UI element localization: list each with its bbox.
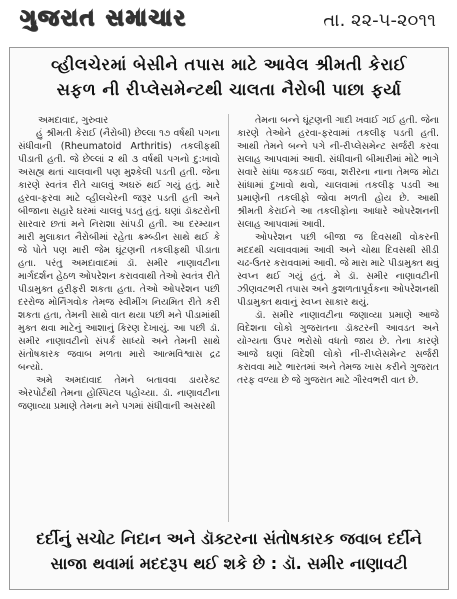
article-footer-quote (16, 526, 442, 576)
newspaper-logo: ગુજરાત સમાચાર (20, 6, 187, 31)
paragraph: ડૉ. સમીર નાણાવટીના જણાવ્યા પ્રમાણે આજે વિદેશના લોકો ગુજરાતના ડૉક્ટરની આવડત અને યોગ્યતા ઉપર ભરોસો વધતો જાય છે. તેના કારણે આજે ઘણાં વિદેશી લોકો ની-રીપ્લેસમેન્ટ સર્જરી કરાવવા માટે ભારતમાં અને તેમજ ખાસ કરીને ગુજરાત તરફ વળ્યા છે જે ગુજરાત માટે ગૌરવભરી વાત છે. (237, 310, 439, 386)
article-headline (16, 52, 442, 102)
right-column (237, 114, 439, 522)
headline-line-1: વ્હીલચેરમાં બેસીને તપાસ માટે આવેલ શ્રીમતી કેરાઈ (51, 55, 407, 74)
footer-line-1: દર્દીનું સચોટ નિદાન અને ડૉક્ટરના સંતોષકારક જવાબ દર્દીને (36, 529, 422, 548)
article-body (18, 114, 442, 522)
dateline: અમદાવાદ, ગુરુવાર (38, 115, 109, 126)
left-column (18, 114, 220, 522)
paragraph: તેમના બન્ને ઘૂંટણની ગાદી ખવાઈ ગઈ હતી. જેના કારણે તેઓને હરવા-ફરવામાં તકલીફ પડતી હતી. આથી તેમને બન્ને પગે ની-રીપ્લેસમેન્ટ સર્જરી કરવા સલાહ આપવામાં આવી. સંધીવાની બીમારીમાં મોટે ભાગે સવારે સાંધા જકડાઈ જવા, શરીરના નાના તેમજ મોટા સાંધામાં દુખાવો થવો, ચાલવામાં તકલીફ પડવી આ પ્રમાણેની તકલીફો જોવા મળતી હોય છે. આથી શ્રીમતી કેરાઈને આ તકલીફોના આધારે ઓપરેશનની સલાહ આપવામાં આવી. (237, 115, 439, 230)
masthead (20, 6, 440, 42)
paragraph: હું શ્રીમતી કેરાઈ (નૈરોબી) છેલ્લા ૧૭ વર્ષથી પગના સંધીવાની (Rheumatoid Arthritis) તકલીફથી પીડાતી હતી. જે છેલ્લાં ૨ થી ૩ વર્ષથી પગનો દુ:ખાવો અસહ્ય થતાં ચાલવાની પણ મુશ્કેલી પડતી હતી. જેના કારણે સ્વતંત્ર રીતે ચાલવું અઘરું થઈ ગયું હતું. મારે હરવા-ફરવા માટે વ્હીલચેરની જરૂર પડતી હતી અને બીજાના સહારે ઘરમાં ચાલવું પડતું હતું. ઘણાં ડૉક્ટરોની સારવાર છતાં મને નિરાશા સાંપડી હતી. આ દરમ્યાન મારી મુલાકાત નૈરોબીમાં રહેતા ક્રમ્બ્ડીન સાથે થઈ કે જે પોતે પણ મારી જેમ ઘૂંટણની તકલીફથી પીડાતા હતા. પરંતુ અમદાવાદમાં ડૉ. સમીર નાણાવટીના માર્ગદર્શન હેઠળ ઓપરેશન કરાવવાથી તેઓ સ્વતંત્ર રીતે પીડામુક્ત હરીફરી શકતા હતા. તેઓ ઓપરેશન પછી દરરોજ મોર્નિંગવોક તેમજ સ્વીમીંગ નિયમિત રીતે કરી શકતા હતા, તેમની સાથે વાત થયા પછી મને પીડામાંથી મુક્ત થવા માટેનું આશાનું કિરણ દેખાયું. આ પછી ડૉ. સમીર નાણાવટીનો સંપર્ક સાધ્યો અને તેમની સાથે સંતોષકારક જવાબ મળતા મારો આત્મવિશ્વાસ દ્રઢ બન્યો. (18, 128, 220, 373)
paragraph: અમે અમદાવાદ તેમને બતાવવા ડાયરેક્ટ એરપોર્ટથી તેમના હોસ્પિટલ પહોંચ્યા. ડૉ. નાણાવટીના જણાવ્યા પ્રમાણે તેમના મને પગમાં સંધીવાની અસરથી (18, 375, 220, 412)
publication-date: તા. ૨૨-૫-૨૦૧૧ (323, 10, 436, 31)
headline-line-2: સફળ ની રીપ્લેસમેન્ટથી ચાલતા નૈરોબી પાછા ફર્યા (56, 80, 402, 99)
column-divider (228, 114, 229, 522)
article-clipping (9, 47, 449, 590)
footer-line-2: સાજા થવામાં મદદરૂપ થઈ શકે છે : ડૉ. સમીર નાણાવટી (50, 554, 408, 573)
paragraph: ઓપરેશન પછી બીજા જ દિવસથી વોકરની મદદથી ચલાવવામાં આવી અને ચોથા દિવસથી સીડી ચઢ-ઉતર કરાવવામાં આવી. જે મારા માટે પીડામુક્ત થવું સ્વપ્ન થઈ ગયું હતું. મે ડૉ. સમીર નાણાવટીની ઝીણવટભરી તપાસ અને કુશળતાપૂર્વકના ઓપરેશનથી પીડામુક્ત થવાનું સ્વપ્ન સાકાર થયું. (237, 232, 439, 308)
